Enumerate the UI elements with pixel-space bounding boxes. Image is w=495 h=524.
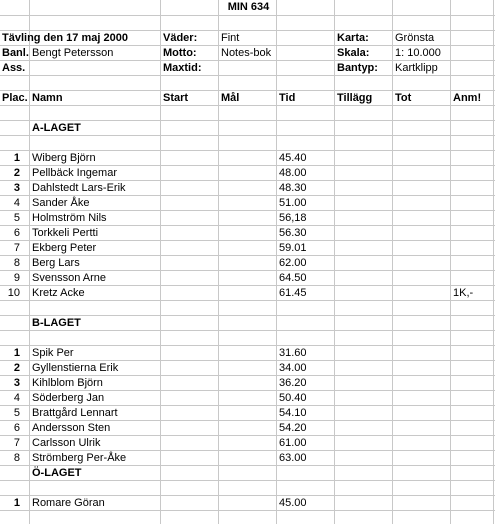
runner-name: Holmström Nils <box>32 212 107 224</box>
time: 45.00 <box>279 497 307 509</box>
column-gridline <box>493 0 494 524</box>
placement: 6 <box>13 422 20 434</box>
placement: 9 <box>13 272 20 284</box>
time: 48.30 <box>279 182 307 194</box>
map-label: Karta: <box>337 32 369 44</box>
time: 50.40 <box>279 392 307 404</box>
column-gridline <box>218 0 219 524</box>
max-time-label: Maxtid: <box>163 62 202 74</box>
time: 31.60 <box>279 347 307 359</box>
scale-label: Skala: <box>337 47 370 59</box>
weather-label: Väder: <box>163 32 198 44</box>
header-placement: Plac. <box>2 92 28 104</box>
placement: 7 <box>13 437 20 449</box>
time: 48.00 <box>279 167 307 179</box>
runner-name: Brattgård Lennart <box>32 407 118 419</box>
time: 63.00 <box>279 452 307 464</box>
runner-name: Berg Lars <box>32 257 80 269</box>
course-setter-value: Bengt Petersson <box>32 47 114 59</box>
team-heading: Ö-LAGET <box>32 467 82 479</box>
weather-value: Fint <box>221 32 240 44</box>
time: 64.50 <box>279 272 307 284</box>
team-heading: B-LAGET <box>32 317 81 329</box>
placement: 4 <box>13 392 20 404</box>
course-type-label: Bantyp: <box>337 62 378 74</box>
header-total: Tot <box>395 92 412 104</box>
placement: 5 <box>13 212 20 224</box>
placement: 5 <box>13 407 20 419</box>
scale-value: 1: 10.000 <box>395 47 441 59</box>
runner-name: Sander Åke <box>32 197 90 209</box>
header-penalty: Tillägg <box>337 92 373 104</box>
placement: 8 <box>13 452 20 464</box>
time: 45.40 <box>279 152 307 164</box>
column-gridline <box>29 0 30 524</box>
column-gridline <box>160 0 161 524</box>
placement: 7 <box>13 242 20 254</box>
runner-name: Dahlstedt Lars-Erik <box>32 182 126 194</box>
runner-name: Ekberg Peter <box>32 242 97 254</box>
course-type-value: Kartklipp <box>395 62 438 74</box>
competition-date-label: Tävling den 17 maj 2000 <box>2 32 128 44</box>
remark: 1K,- <box>453 287 474 299</box>
assistant-label: Ass. <box>2 62 26 74</box>
placement: 2 <box>13 362 20 374</box>
column-gridline <box>392 0 393 524</box>
header-start: Start <box>163 92 189 104</box>
row-gridline <box>0 90 495 91</box>
sheet-title: MIN 634 <box>227 1 270 13</box>
placement: 1 <box>13 152 20 164</box>
runner-name: Kihlblom Björn <box>32 377 103 389</box>
runner-name: Carlsson Ulrik <box>32 437 101 449</box>
placement: 2 <box>13 167 20 179</box>
motto-label: Motto: <box>163 47 197 59</box>
time: 61.00 <box>279 437 307 449</box>
placement: 6 <box>13 227 20 239</box>
time: 62.00 <box>279 257 307 269</box>
time: 54.10 <box>279 407 307 419</box>
time: 56.30 <box>279 227 307 239</box>
time: 59.01 <box>279 242 307 254</box>
placement: 8 <box>13 257 20 269</box>
time: 51.00 <box>279 197 307 209</box>
placement: 3 <box>13 377 20 389</box>
runner-name: Wiberg Björn <box>32 152 96 164</box>
placement: 10 <box>7 287 20 299</box>
runner-name: Kretz Acke <box>32 287 85 299</box>
runner-name: Svensson Arne <box>32 272 106 284</box>
time: 54.20 <box>279 422 307 434</box>
placement: 3 <box>13 182 20 194</box>
header-remark: Anm! <box>453 92 482 104</box>
time: 34.00 <box>279 362 307 374</box>
row-gridline <box>0 345 495 346</box>
row-gridline <box>0 15 495 16</box>
course-setter-label: Banl. <box>2 47 29 59</box>
team-heading: A-LAGET <box>32 122 81 134</box>
header-name: Namn <box>32 92 63 104</box>
runner-name: Söderberg Jan <box>32 392 105 404</box>
runner-name: Andersson Sten <box>32 422 111 434</box>
placement: 1 <box>13 497 20 509</box>
header-finish: Mål <box>221 92 240 104</box>
runner-name: Spik Per <box>32 347 74 359</box>
runner-name: Torkkeli Pertti <box>32 227 99 239</box>
runner-name: Strömberg Per-Åke <box>32 452 127 464</box>
motto-value: Notes-bok <box>221 47 272 59</box>
placement: 1 <box>13 347 20 359</box>
runner-name: Romare Göran <box>32 497 105 509</box>
column-gridline <box>276 0 277 524</box>
row-gridline <box>0 105 495 106</box>
placement: 4 <box>13 197 20 209</box>
runner-name: Gyllenstierna Erik <box>32 362 119 374</box>
column-gridline <box>450 0 451 524</box>
column-gridline <box>334 0 335 524</box>
time: 56,18 <box>279 212 307 224</box>
time: 36.20 <box>279 377 307 389</box>
time: 61.45 <box>279 287 307 299</box>
map-value: Grönsta <box>395 32 435 44</box>
runner-name: Pellbäck Ingemar <box>32 167 117 179</box>
header-time: Tid <box>279 92 296 104</box>
